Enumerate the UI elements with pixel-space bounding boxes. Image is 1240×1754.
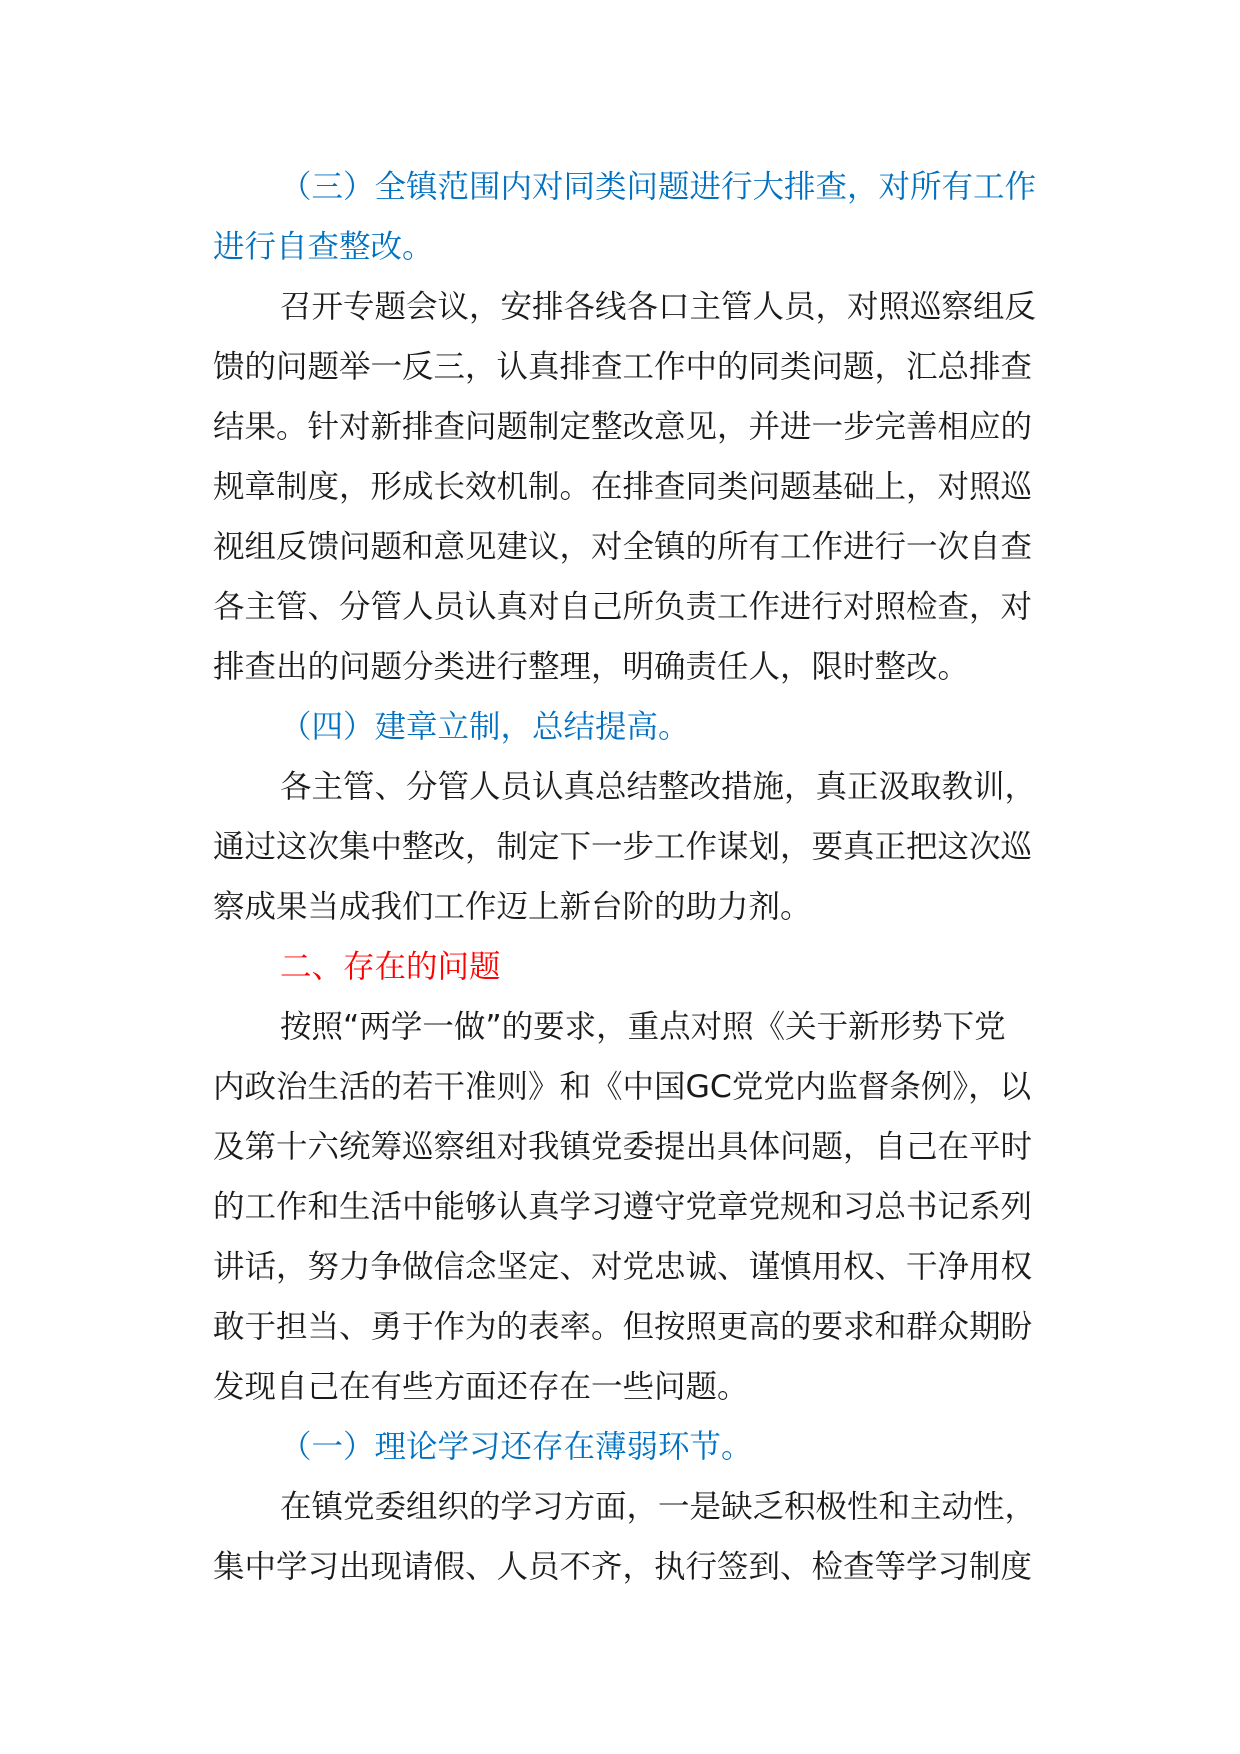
paragraph-line: 排查出的问题分类进行整理，明确责任人，限时整改。 bbox=[213, 649, 970, 685]
paragraph-line: 及第十六统筹巡察组对我镇党委提出具体问题，自己在平时 bbox=[213, 1129, 1033, 1165]
paragraph-line: 集中学习出现请假、人员不齐，执行签到、检查等学习制度 bbox=[213, 1549, 1033, 1585]
paragraph-line: 视组反馈问题和意见建议，对全镇的所有工作进行一次自查 bbox=[213, 529, 1033, 565]
subheading-three-line-2: 进行自查整改。 bbox=[213, 229, 434, 265]
paragraph-line: 各主管、分管人员认真对自己所负责工作进行对照检查，对 bbox=[213, 589, 1033, 625]
paragraph-line: 发现自己在有些方面还存在一些问题。 bbox=[213, 1369, 749, 1405]
paragraph-line: 察成果当成我们工作迈上新台阶的助力剂。 bbox=[213, 889, 812, 925]
subheading-three-line-1: （三）全镇范围内对同类问题进行大排查，对所有工作 bbox=[280, 169, 1037, 205]
paragraph-line: 通过这次集中整改，制定下一步工作谋划，要真正把这次巡 bbox=[213, 829, 1033, 865]
paragraph-line: 的工作和生活中能够认真学习遵守党章党规和习总书记系列 bbox=[213, 1189, 1033, 1225]
paragraph-line: 馈的问题举一反三，认真排查工作中的同类问题，汇总排查 bbox=[213, 349, 1033, 385]
subheading-one: （一）理论学习还存在薄弱环节。 bbox=[280, 1429, 753, 1465]
paragraph-line: 讲话，努力争做信念坚定、对党忠诚、谨慎用权、干净用权 bbox=[213, 1249, 1033, 1285]
paragraph-line: 敢于担当、勇于作为的表率。但按照更高的要求和群众期盼 bbox=[213, 1309, 1033, 1345]
paragraph-line: 按照“两学一做”的要求，重点对照《关于新形势下党 bbox=[280, 1009, 1006, 1045]
paragraph-line: 内政治生活的若干准则》和《中国GC党党内监督条例》，以 bbox=[213, 1069, 1032, 1105]
paragraph-line: 各主管、分管人员认真总结整改措施，真正汲取教训， bbox=[280, 769, 1037, 805]
section-heading-two: 二、存在的问题 bbox=[280, 949, 501, 985]
paragraph-line: 在镇党委组织的学习方面，一是缺乏积极性和主动性， bbox=[280, 1489, 1037, 1525]
paragraph-line: 召开专题会议，安排各线各口主管人员，对照巡察组反 bbox=[280, 289, 1037, 325]
paragraph-line: 规章制度，形成长效机制。在排查同类问题基础上，对照巡 bbox=[213, 469, 1033, 505]
paragraph-line: 结果。针对新排查问题制定整改意见，并进一步完善相应的 bbox=[213, 409, 1033, 445]
subheading-four: （四）建章立制，总结提高。 bbox=[280, 709, 690, 745]
document-page bbox=[213, 157, 1093, 1597]
